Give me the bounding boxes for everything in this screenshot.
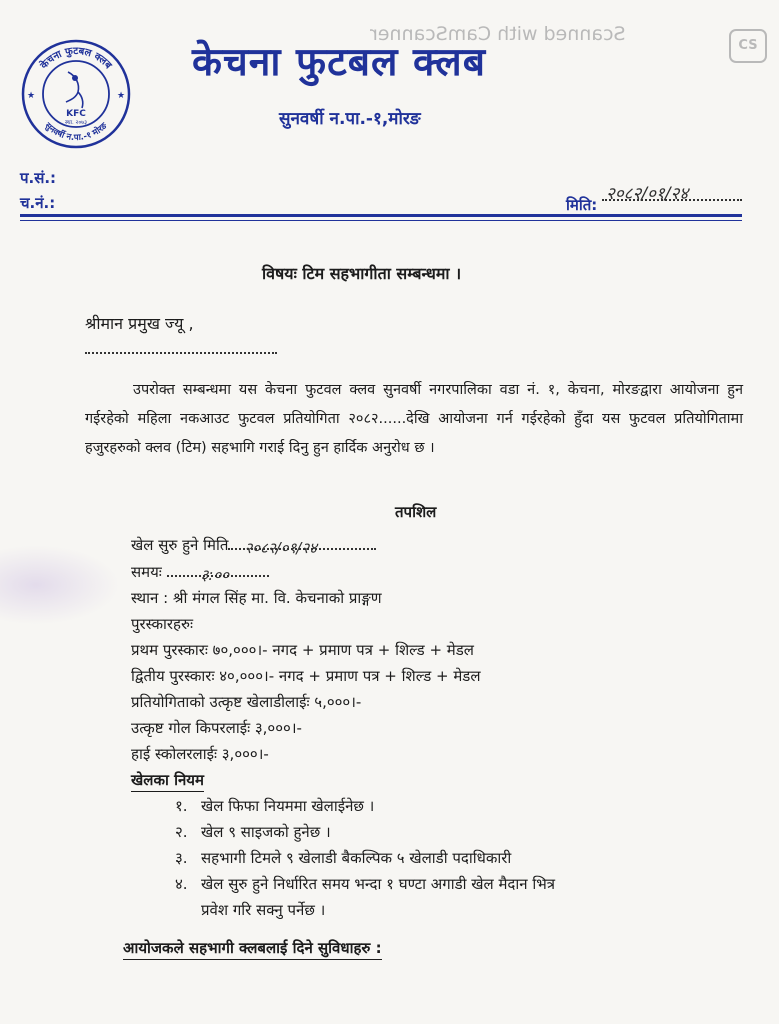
prize-item: हाई स्कोलरलाईः ३,०००।- xyxy=(131,745,269,763)
rule-text: खेल सुरु हुने निर्धारित समय भन्दा १ घण्टा अगाडी खेल मैदान भित्र xyxy=(201,875,556,893)
rule-number: ४. xyxy=(175,875,188,893)
time-handwritten: ३:०० xyxy=(200,566,230,584)
start-date-label: खेल सुरु हुने मिति xyxy=(131,536,229,554)
ref-number-label: प.सं.: xyxy=(20,169,57,187)
rule-number: ३. xyxy=(175,849,188,867)
letter-salutation: श्रीमान प्रमुख ज्यू , xyxy=(85,314,194,333)
time-row xyxy=(131,562,269,582)
rule-number: १. xyxy=(175,797,188,815)
prize-item: प्रथम पुरस्कारः ७०,०००।- नगद + प्रमाण पत्र + शिल्ड + मेडल xyxy=(131,641,474,659)
prize-item: उत्कृष्ट गोल किपरलाईः ३,०००।- xyxy=(131,719,302,737)
date-handwritten-value: २०८२/०१/२४ xyxy=(606,184,689,204)
header-divider-thin xyxy=(20,220,742,221)
facilities-heading: आयोजकले सहभागी क्लबलाई दिने सुविधाहरु : xyxy=(123,938,382,960)
letter-paragraph: उपरोक्त सम्बन्धमा यस केचना फुटवल क्लव सुनवर्षी नगरपालिका वडा नं. १, केचना, मोरङद्वारा आयोजना हुन गईरहेको महिला नकआउट फुटवल प्रतियोगिता २०८२......देखि आयोजना गर्न गईरहेको हुँदा यस फुटवल प्रतियोगितामा हजुरहरुको क्लव (टिम) सहभागि गराई दिनु हुन हार्दिक अनुरोध छ । xyxy=(85,382,743,456)
prizes-heading: पुरस्कारहरुः xyxy=(131,615,193,633)
rule-list-item xyxy=(175,874,555,894)
time-dotted-line xyxy=(167,566,269,584)
rule-number: २. xyxy=(175,823,188,841)
start-date-row xyxy=(131,535,376,555)
prize-item: प्रतियोगिताको उत्कृष्ट खेलाडीलाईः ५,०००।- xyxy=(131,693,362,711)
club-seal-icon xyxy=(20,38,132,150)
camscanner-icon: CS xyxy=(729,29,767,63)
rule-list-item xyxy=(175,848,511,868)
seal-year-text: स्था. २०७३ xyxy=(65,120,87,126)
scan-smudge xyxy=(0,545,120,625)
prize-item: द्वितीय पुरस्कारः ४०,०००।- नगद + प्रमाण पत्र + शिल्ड + मेडल xyxy=(131,667,481,685)
club-name-heading: केचना फुटबल क्लब xyxy=(192,40,487,85)
start-date-handwritten: २०८२/०१/२४ xyxy=(244,539,317,557)
seal-center-text: KFC xyxy=(66,109,86,119)
dispatch-number-label: च.नं.: xyxy=(20,194,56,212)
rule-text: सहभागी टिमले ९ खेलाडी बैकल्पिक ५ खेलाडी पदाधिकारी xyxy=(201,849,512,867)
header-divider xyxy=(20,214,742,217)
time-label: समयः xyxy=(131,563,162,581)
details-heading: तपशिल xyxy=(395,503,437,521)
addressee-dotted-line xyxy=(85,352,277,354)
seal-top-text: केचना फुटबल क्लब xyxy=(38,45,114,72)
rule-continuation-text: प्रवेश गरि सक्नु पर्नेछ । xyxy=(201,901,326,919)
svg-text:★: ★ xyxy=(117,91,126,101)
seal-bottom-text: सुनवर्षी न.पा.-१ मोरङ xyxy=(42,121,110,144)
start-date-dotted-line xyxy=(228,539,376,557)
club-address: सुनवर्षी न.पा.-१,मोरङ xyxy=(279,109,421,129)
rule-text: खेल फिफा नियममा खेलाईनेछ । xyxy=(201,797,375,815)
scanner-watermark: Scanned with CamScanner xyxy=(370,23,626,45)
letter-subject: विषयः टिम सहभागीता सम्बन्धमा । xyxy=(262,264,462,283)
date-label: मिति: xyxy=(566,196,598,214)
rule-text: खेल ९ साइजको हुनेछ । xyxy=(201,823,331,841)
rules-heading: खेलका नियम xyxy=(131,770,204,792)
svg-text:★: ★ xyxy=(27,91,36,101)
rule-list-item xyxy=(175,822,331,842)
venue-text: स्थान : श्री मंगल सिंह मा. वि. केचनाको प्राङ्गण xyxy=(131,589,382,607)
rule-list-item xyxy=(175,796,374,816)
